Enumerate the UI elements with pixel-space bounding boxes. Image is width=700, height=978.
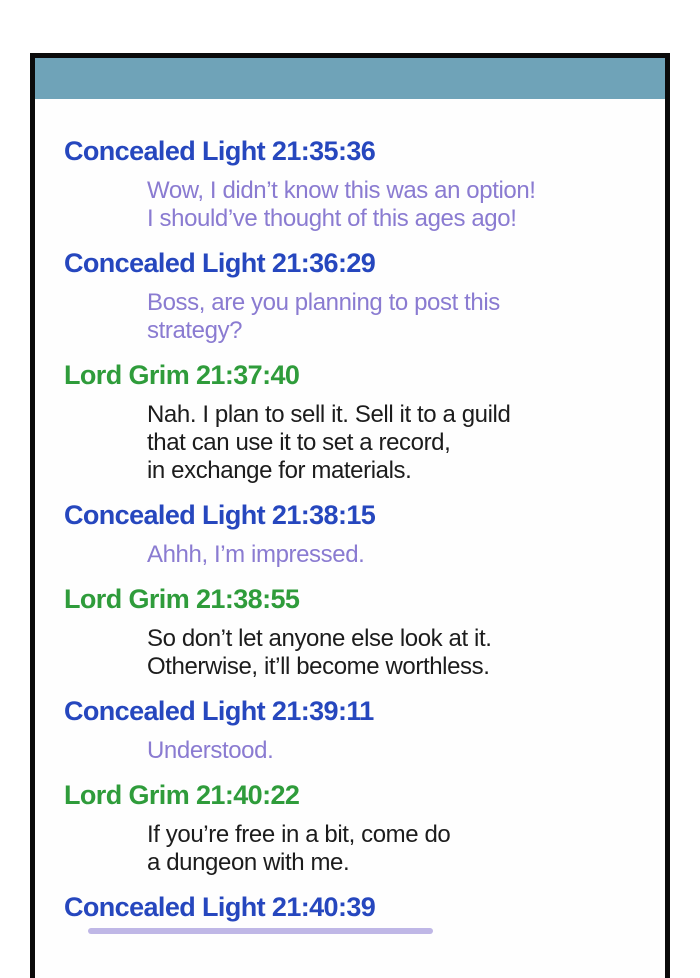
author-name: Concealed Light bbox=[64, 892, 266, 922]
message-text-line: Wow, I didn’t know this was an option! bbox=[147, 177, 536, 204]
author-name: Concealed Light bbox=[64, 696, 266, 726]
message-text-line: Nah. I plan to sell it. Sell it to a guild bbox=[147, 401, 511, 428]
message-text-line: I should’ve thought of this ages ago! bbox=[147, 205, 517, 232]
message-text-line: Otherwise, it’ll become worthless. bbox=[147, 653, 490, 680]
message-author-line bbox=[64, 892, 653, 923]
message-text-line: Ahhh, I’m impressed. bbox=[147, 541, 365, 568]
chat-message bbox=[64, 248, 653, 345]
message-timestamp: 21:37:40 bbox=[196, 360, 300, 390]
message-text-line: Boss, are you planning to post this bbox=[147, 289, 500, 316]
author-name: Concealed Light bbox=[64, 248, 266, 278]
message-text-line: that can use it to set a record, bbox=[147, 429, 451, 456]
chat-message bbox=[64, 584, 653, 681]
chat-message bbox=[64, 892, 653, 923]
message-author-line bbox=[64, 360, 653, 391]
message-timestamp: 21:39:11 bbox=[271, 696, 374, 726]
chat-window bbox=[30, 53, 670, 978]
message-author-line bbox=[64, 500, 653, 531]
chat-message bbox=[64, 696, 653, 765]
chat-message bbox=[64, 500, 653, 569]
message-text-line: a dungeon with me. bbox=[147, 849, 350, 876]
cutoff-text-artifact bbox=[88, 928, 433, 934]
message-text-line: If you’re free in a bit, come do bbox=[147, 821, 451, 848]
message-author-line bbox=[64, 696, 653, 727]
message-author-line bbox=[64, 584, 653, 615]
author-name: Lord Grim bbox=[64, 584, 190, 614]
message-text-line: in exchange for materials. bbox=[147, 457, 412, 484]
message-timestamp: 21:35:36 bbox=[271, 136, 376, 166]
author-name: Lord Grim bbox=[64, 780, 190, 810]
message-author-line bbox=[64, 136, 653, 167]
author-name: Lord Grim bbox=[64, 360, 190, 390]
message-author-line bbox=[64, 780, 653, 811]
message-author-line bbox=[64, 248, 653, 279]
chat-message-list[interactable] bbox=[35, 99, 665, 923]
author-name: Concealed Light bbox=[64, 500, 266, 530]
author-name: Concealed Light bbox=[64, 136, 266, 166]
chat-message bbox=[64, 360, 653, 485]
message-timestamp: 21:38:55 bbox=[196, 584, 300, 614]
message-text-line: So don’t let anyone else look at it. bbox=[147, 625, 492, 652]
chat-window-titlebar bbox=[35, 58, 665, 99]
chat-message bbox=[64, 136, 653, 233]
message-timestamp: 21:38:15 bbox=[271, 500, 376, 530]
chat-message bbox=[64, 780, 653, 877]
message-timestamp: 21:40:39 bbox=[271, 892, 376, 922]
message-text-line: strategy? bbox=[147, 317, 243, 344]
message-timestamp: 21:40:22 bbox=[196, 780, 300, 810]
message-timestamp: 21:36:29 bbox=[271, 248, 376, 278]
message-text-line: Understood. bbox=[147, 737, 274, 764]
